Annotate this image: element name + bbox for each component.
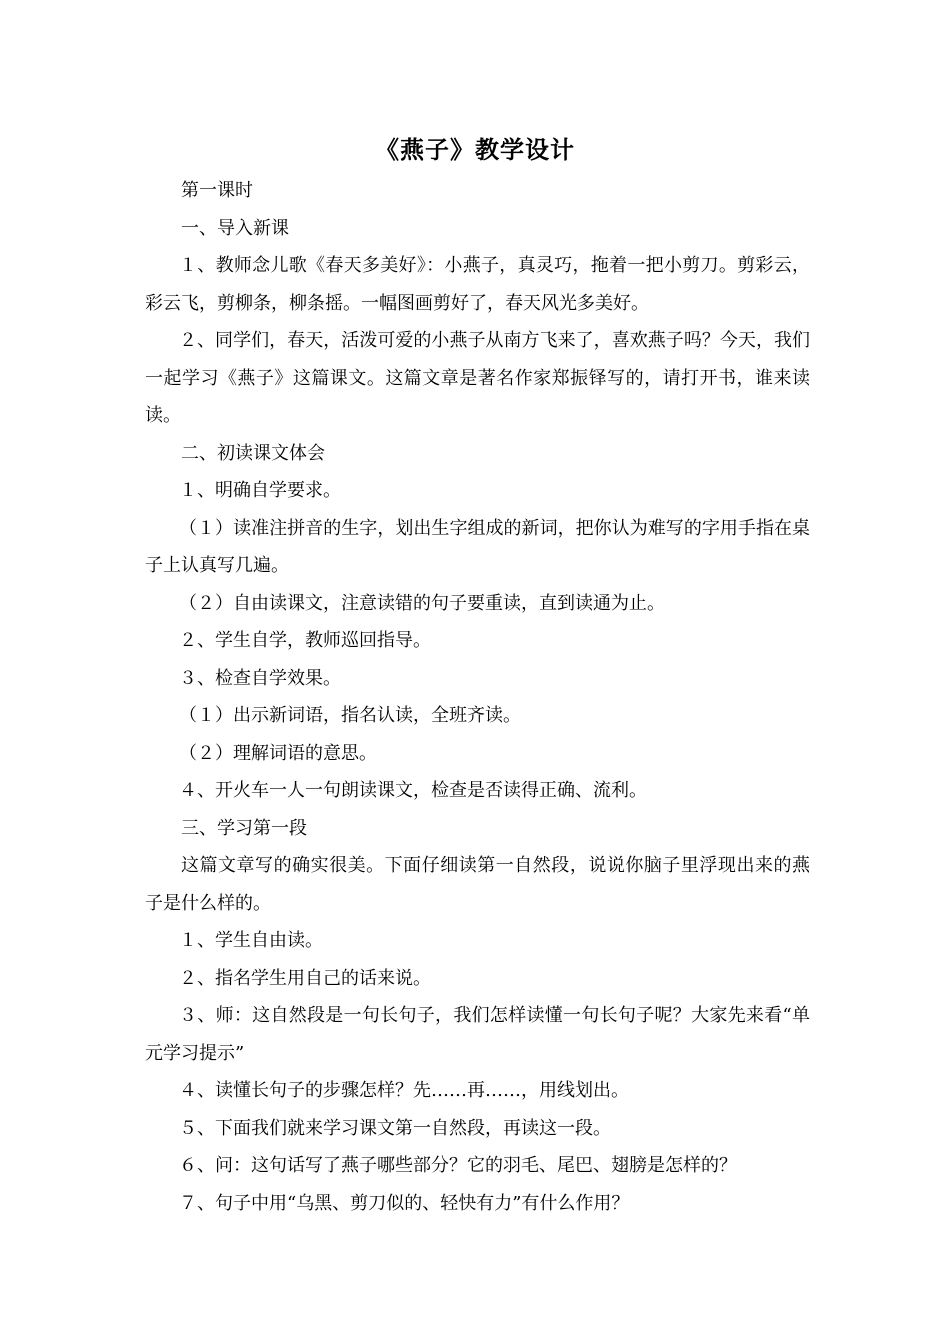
paragraph-reading-3-1: （１）出示新词语，指名认读，全班齐读。 [179,705,521,726]
paragraph-step-2: ２、指名学生用自己的话来说。 [179,967,431,989]
paragraph-reading-3: ３、检查自学效果。 [179,667,341,689]
paragraph-step-1: １、学生自由读。 [179,930,323,951]
paragraph-step-4: ４、读懂长句子的步骤怎样？先……再……，用线划出。 [179,1080,629,1101]
section-heading-first-reading: 二、初读课文体会 [181,442,325,464]
paragraph-reading-3-2: （２）理解词语的意思。 [179,742,377,764]
paragraph-lesson-period: 第一课时 [181,180,253,201]
paragraph-step-6: ６、问：这句话写了燕子哪些部分？它的羽毛、尾巴、翅膀是怎样的？ [179,1155,737,1176]
section-heading-intro: 一、导入新课 [181,217,289,239]
paragraph-reading-2: ２、学生自学，教师巡回指导。 [179,630,431,651]
paragraph-step-7: ７、句子中用“乌黑、剪刀似的、轻快有力”有什么作用？ [179,1192,630,1214]
document-title: 《燕子》教学设计 [375,135,575,164]
section-heading-first-paragraph: 三、学习第一段 [181,817,307,839]
paragraph-step-5: ５、下面我们就来学习课文第一自然段，再读这一段。 [179,1117,611,1139]
paragraph-first-paragraph-intro: 这篇文章写的确实很美。下面仔细读第一自然段，说说你脑子里浮现出来的燕子是什么样的。 [145,855,810,914]
paragraph-reading-1-2: （２）自由读课文，注意读错的句子要重读，直到读通为止。 [179,592,665,614]
paragraph-reading-4: ４、开火车一人一句朗读课文，检查是否读得正确、流利。 [179,780,647,801]
paragraph-reading-1-1: （１）读准注拼音的生字，划出生字组成的新词，把你认为难写的字用手指在桌子上认真写几遍。 [145,517,810,576]
document-body [145,172,810,1222]
paragraph-reading-1: １、明确自学要求。 [179,480,341,501]
paragraph-intro-2: ２、同学们，春天，活泼可爱的小燕子从南方飞来了，喜欢燕子吗？今天，我们一起学习《燕子》这篇课文。这篇文章是著名作家郑振铎写的，请打开书，谁来读读。 [145,330,810,426]
paragraph-intro-1: １、教师念儿歌《春天多美好》：小燕子，真灵巧，拖着一把小剪刀。剪彩云，彩云飞，剪柳条，柳条摇。一幅图画剪好了，春天风光多美好。 [145,255,810,314]
paragraph-step-3: ３、师：这自然段是一句长句子，我们怎样读懂一句长句子呢？大家先来看“单元学习提示” [145,1005,810,1064]
